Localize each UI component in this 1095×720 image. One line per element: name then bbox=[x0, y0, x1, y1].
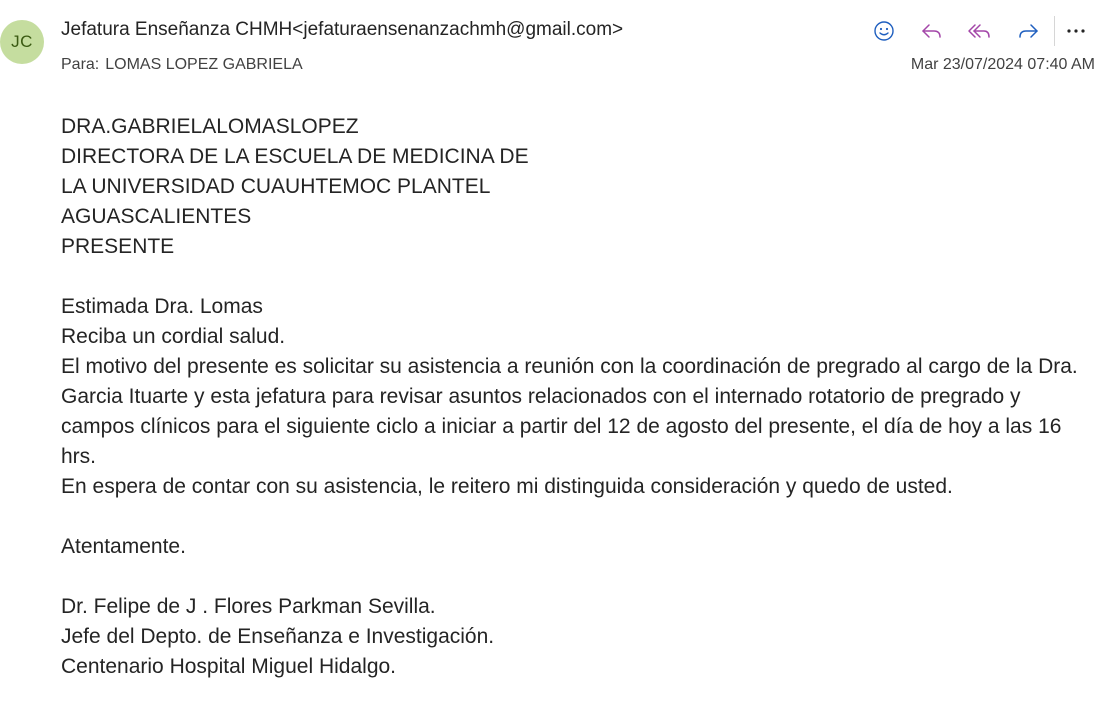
address-line: LA UNIVERSIDAD CUAUHTEMOC PLANTEL bbox=[61, 175, 491, 198]
reply-button[interactable] bbox=[908, 15, 956, 47]
salute: Reciba un cordial salud. bbox=[61, 325, 286, 348]
message-body bbox=[61, 112, 1086, 682]
closing-line: En espera de contar con su asistencia, le reitero mi distinguida consideración y quedo de usted. bbox=[61, 475, 953, 498]
reply-icon bbox=[920, 20, 944, 42]
address-line: DIRECTORA DE LA ESCUELA DE MEDICINA DE bbox=[61, 145, 529, 168]
signature-line: Centenario Hospital Miguel Hidalgo. bbox=[61, 655, 397, 678]
to-label: Para: bbox=[61, 56, 100, 73]
more-icon bbox=[1065, 20, 1087, 42]
message-date: Mar 23/07/2024 07:40 AM bbox=[910, 56, 1095, 73]
more-actions-button[interactable] bbox=[1057, 15, 1095, 47]
greeting: Estimada Dra. Lomas bbox=[61, 295, 263, 318]
recipient-line bbox=[61, 56, 303, 74]
forward-icon bbox=[1016, 20, 1040, 42]
sign-off: Atentamente. bbox=[61, 535, 186, 558]
react-button[interactable] bbox=[860, 15, 908, 47]
avatar[interactable]: JC bbox=[0, 20, 44, 64]
smile-icon bbox=[873, 20, 895, 42]
signature-line: Jefe del Depto. de Enseñanza e Investigación. bbox=[61, 625, 495, 648]
reply-all-icon bbox=[967, 20, 993, 42]
address-line: AGUASCALIENTES bbox=[61, 205, 252, 228]
reply-all-button[interactable] bbox=[956, 15, 1004, 47]
sender-name[interactable]: Jefatura Enseñanza CHMH<jefaturaensenanzachmh@gmail.com> bbox=[61, 19, 624, 40]
forward-button[interactable] bbox=[1004, 15, 1052, 47]
message-actions-toolbar bbox=[860, 15, 1095, 47]
toolbar-divider bbox=[1054, 16, 1055, 46]
main-paragraph: El motivo del presente es solicitar su asistencia a reunión con la coordinación de pregrado al cargo de la Dra. Garcia Ituarte y esta jefatura para revisar asuntos relacionados con el internado rotatorio de pregrado y campos clínicos para el siguiente ciclo a iniciar a partir del 12 de agosto del presente, el día de hoy a las 16 hrs. bbox=[61, 355, 1078, 468]
recipient-name[interactable]: LOMAS LOPEZ GABRIELA bbox=[105, 56, 303, 73]
address-line: DRA.GABRIELALOMASLOPEZ bbox=[61, 115, 359, 138]
signature-line: Dr. Felipe de J . Flores Parkman Sevilla. bbox=[61, 595, 436, 618]
address-line: PRESENTE bbox=[61, 235, 175, 258]
